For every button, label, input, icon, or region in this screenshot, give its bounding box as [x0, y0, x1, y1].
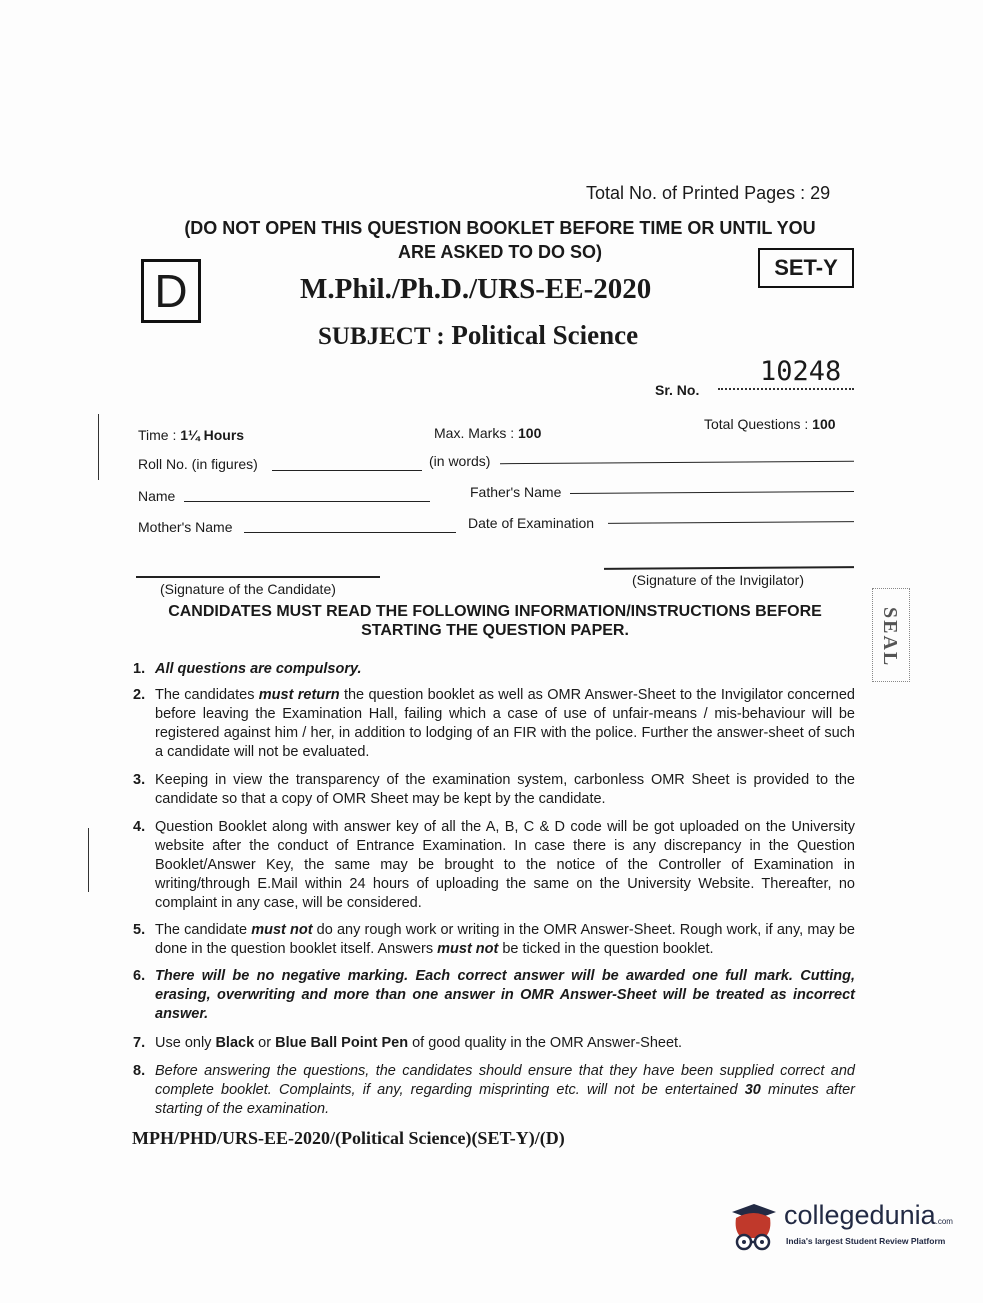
subject-value: Political Science — [451, 320, 639, 350]
name-line[interactable] — [184, 501, 430, 502]
seal-label: SEAL — [879, 607, 901, 668]
warning-line-2: ARE ASKED TO DO SO) — [397, 242, 603, 262]
instruction-item — [133, 1062, 855, 1119]
serial-number-dotted-line — [718, 378, 854, 390]
logo-name: collegedunia — [784, 1200, 936, 1230]
total-questions-label: Total Questions : — [704, 416, 813, 432]
mother-name-label: Mother's Name — [138, 519, 233, 535]
exam-title: M.Phil./Ph.D./URS-EE-2020 — [300, 273, 652, 305]
instruction-text: Keeping in view the transparency of the examination system, carbonless OMR Sheet is provided to the candidate so that a copy of OMR Sheet may be kept by the candidate. — [155, 772, 855, 807]
serial-number-value: 10248 — [760, 356, 842, 387]
logo-suffix: .com — [935, 1217, 953, 1226]
instruction-text-part: or — [254, 1035, 276, 1051]
time-label: Time : — [138, 427, 181, 443]
instruction-number: 7. — [133, 1035, 146, 1051]
instructions-heading-line-2: STARTING THE QUESTION PAPER. — [361, 622, 629, 639]
instruction-item — [133, 921, 855, 959]
invigilator-signature-line[interactable] — [604, 566, 854, 570]
instruction-text — [155, 921, 855, 959]
booklet-code-box: D — [141, 259, 201, 323]
instruction-bold: 30 — [744, 1082, 761, 1098]
max-marks-value: 100 — [518, 425, 542, 441]
instruction-text: All questions are compulsory. — [155, 661, 362, 677]
father-name-line[interactable] — [570, 491, 854, 494]
mother-name-line[interactable] — [244, 532, 456, 533]
instruction-number: 3. — [133, 772, 146, 788]
total-questions-value: 100 — [812, 416, 836, 432]
instruction-text-part: The candidates — [155, 687, 259, 703]
instruction-item — [133, 967, 855, 1024]
logo-tagline: India's largest Student Review Platform — [786, 1236, 946, 1246]
opening-warning — [150, 216, 850, 264]
time-value: 1¼ Hours — [180, 427, 245, 443]
instruction-number: 8. — [133, 1063, 146, 1079]
instruction-text: There will be no negative marking. Each correct answer will be awarded one full mark. Cutting, erasing, overwriting and more than one answer in OMR Answer-Sheet will be treated as incorrect answer. — [155, 968, 855, 1022]
collegedunia-logo — [724, 1198, 954, 1258]
mascot-icon — [724, 1198, 782, 1256]
candidate-signature-line[interactable] — [136, 576, 380, 578]
instruction-number: 4. — [133, 819, 146, 835]
instruction-item — [133, 818, 855, 913]
printed-pages-count: Total No. of Printed Pages : 29 — [586, 183, 831, 203]
subject-label: SUBJECT : — [318, 323, 445, 350]
name-label: Name — [138, 488, 176, 504]
instruction-text — [155, 686, 855, 762]
footer-booklet-code: MPH/PHD/URS-EE-2020/(Political Science)(SET-Y)/(D) — [132, 1128, 565, 1148]
instruction-text-part: The candidate — [155, 922, 252, 938]
roll-words-label: (in words) — [429, 453, 491, 469]
total-questions-field — [704, 416, 836, 432]
instruction-item — [133, 1034, 855, 1053]
instruction-text-part: minutes after starting of the examination. — [155, 1082, 855, 1117]
margin-mark — [88, 828, 89, 892]
date-exam-line[interactable] — [608, 521, 854, 524]
instruction-item — [133, 771, 855, 809]
instruction-text-part: be ticked in the question booklet. — [498, 941, 714, 957]
instruction-bold: Black — [215, 1035, 255, 1051]
instruction-text-part: Use only — [155, 1035, 216, 1051]
date-exam-label: Date of Examination — [468, 515, 595, 531]
set-box: SET-Y — [758, 248, 854, 288]
instruction-text: Question Booklet along with answer key of all the A, B, C & D code will be got uploaded on the University website after the conduct of Entrance Examination. In case there is any discrepancy in the Question Booklet/Answer Key, the same may be brought to the notice of the Controller of Examination in writing/through E.Mail within 24 hours of uploading the same on the University Website. Thereafter, no complaint in any case, will be considered. — [155, 819, 855, 911]
instruction-text-part: Before answering the questions, the candidates should ensure that they have been supplied correct and complete booklet. Complaints, if any, regarding misprinting etc. will not be entertained — [155, 1063, 855, 1098]
margin-mark — [98, 414, 99, 480]
invigilator-signature-label: (Signature of the Invigilator) — [632, 572, 804, 588]
roll-words-line[interactable] — [500, 461, 854, 464]
instruction-item — [133, 686, 855, 762]
max-marks-field — [434, 425, 541, 441]
max-marks-label: Max. Marks : — [434, 425, 519, 441]
instruction-text-part: of good quality in the OMR Answer-Sheet. — [408, 1035, 683, 1051]
roll-figures-label: Roll No. (in figures) — [138, 456, 258, 472]
instruction-text — [155, 1034, 855, 1053]
serial-number-label: Sr. No. — [655, 382, 700, 398]
instruction-text-part: do any rough work or writing in the OMR Answer-Sheet. Rough work, if any, may be done in the question booklet itself. Answers — [155, 922, 855, 957]
seal-box — [872, 588, 910, 682]
instruction-emphasis: must not — [251, 922, 313, 938]
subject-line — [318, 320, 638, 351]
roll-figures-line[interactable] — [272, 470, 422, 471]
instruction-bold: Blue Ball Point Pen — [275, 1035, 409, 1051]
instructions-heading — [140, 602, 850, 640]
logo-wordmark — [784, 1200, 953, 1231]
instruction-number: 6. — [133, 968, 146, 984]
warning-line-1: (DO NOT OPEN THIS QUESTION BOOKLET BEFORE TIME OR UNTIL YOU — [184, 218, 816, 238]
instruction-number: 2. — [133, 687, 146, 703]
instruction-number: 1. — [133, 661, 146, 677]
instruction-emphasis: must not — [437, 941, 499, 957]
father-name-label: Father's Name — [470, 484, 562, 500]
instruction-text — [155, 1062, 855, 1119]
candidate-signature-label: (Signature of the Candidate) — [160, 581, 336, 597]
instructions-heading-line-1: CANDIDATES MUST READ THE FOLLOWING INFORMATION/INSTRUCTIONS BEFORE — [168, 603, 822, 620]
time-field — [138, 427, 244, 443]
instruction-item — [133, 660, 855, 679]
instruction-emphasis: must return — [258, 687, 340, 703]
instruction-text-part: the question booklet as well as OMR Answer-Sheet to the Invigilator concerned before leaving the Examination Hall, failing which a case of use of unfair-means / mis-behaviour will be registered against him / her, in addition to lodging of an FIR with the police. Further the answer-sheet of such a candidate will not be evaluated. — [155, 687, 855, 760]
instruction-number: 5. — [133, 922, 146, 938]
